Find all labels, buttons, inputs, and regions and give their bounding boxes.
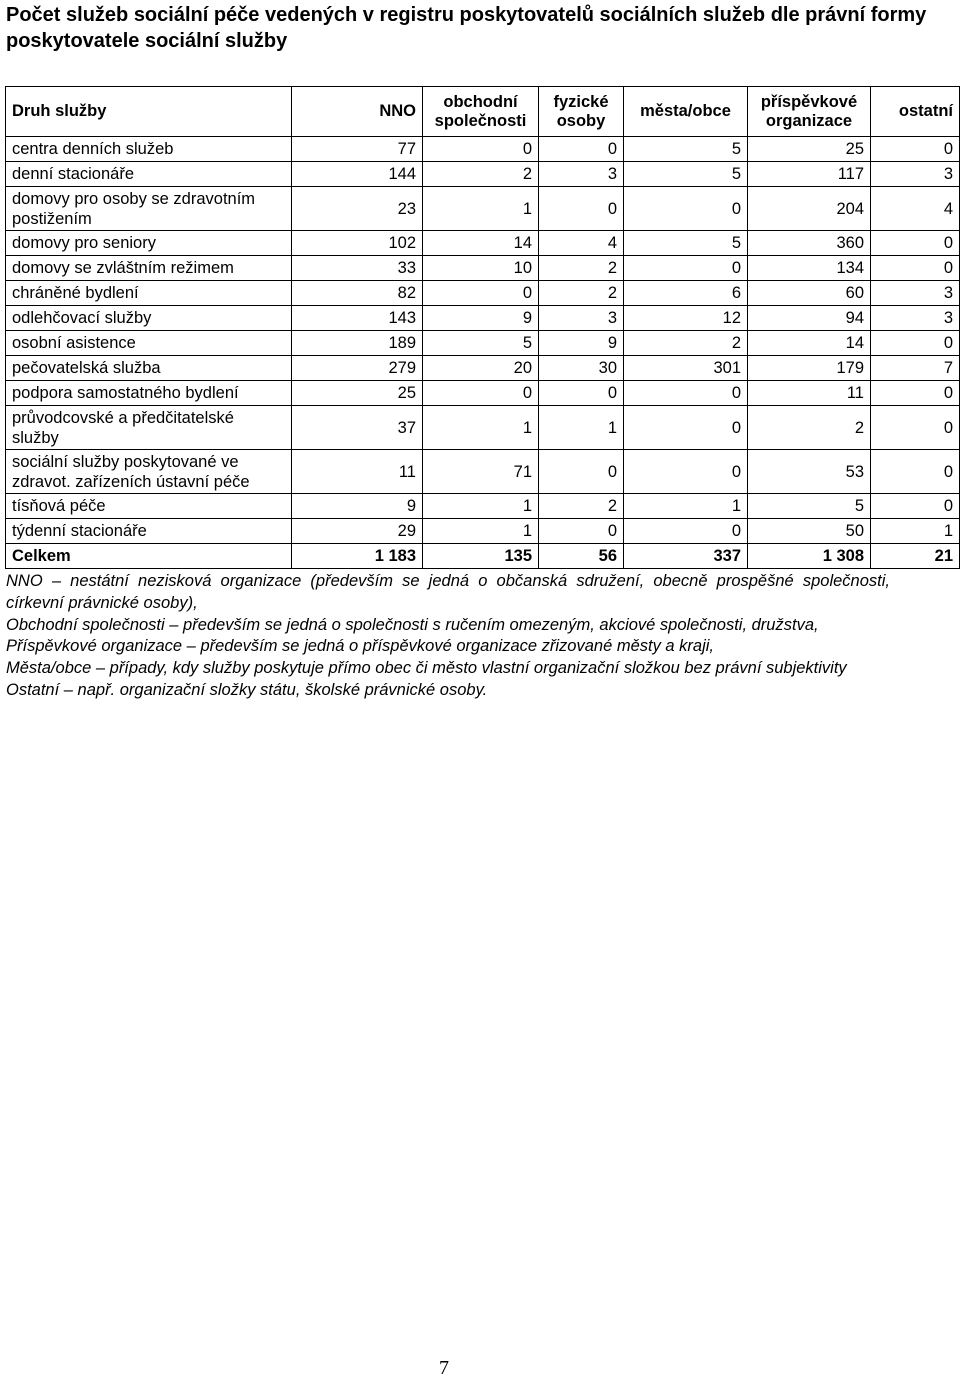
cell-nno: 143: [292, 306, 423, 331]
cell-companies: 71: [423, 450, 539, 494]
cell-nno: 144: [292, 162, 423, 187]
total-contributory-orgs: 1 308: [748, 544, 871, 569]
cell-companies: 1: [423, 519, 539, 544]
cell-natural-persons: 1: [539, 406, 624, 450]
cell-nno: 9: [292, 494, 423, 519]
total-label: Celkem: [6, 544, 292, 569]
footnotes: [6, 571, 890, 702]
cell-other: 7: [871, 356, 960, 381]
cell-contributory-orgs: 94: [748, 306, 871, 331]
row-label: domovy pro osoby se zdravotním postižením: [6, 187, 292, 231]
header-row: [6, 87, 960, 137]
table-row: [6, 231, 960, 256]
cell-natural-persons: 3: [539, 162, 624, 187]
cell-companies: 0: [423, 137, 539, 162]
cell-natural-persons: 0: [539, 519, 624, 544]
cell-nno: 37: [292, 406, 423, 450]
cell-nno: 11: [292, 450, 423, 494]
table-row: [6, 494, 960, 519]
cell-companies: 10: [423, 256, 539, 281]
cell-natural-persons: 2: [539, 281, 624, 306]
cell-nno: 189: [292, 331, 423, 356]
cell-natural-persons: 2: [539, 494, 624, 519]
cell-other: 4: [871, 187, 960, 231]
header-service-type: Druh služby: [6, 87, 292, 137]
row-label: domovy pro seniory: [6, 231, 292, 256]
row-label: chráněné bydlení: [6, 281, 292, 306]
cell-nno: 23: [292, 187, 423, 231]
document-title: Počet služeb sociální péče vedených v registru poskytovatelů sociálních služeb dle právní formy poskytovatele sociální služby: [6, 4, 927, 52]
table-row: [6, 306, 960, 331]
table-header: [6, 87, 960, 137]
cell-natural-persons: 2: [539, 256, 624, 281]
row-label: osobní asistence: [6, 331, 292, 356]
cell-companies: 0: [423, 381, 539, 406]
cell-contributory-orgs: 53: [748, 450, 871, 494]
cell-contributory-orgs: 50: [748, 519, 871, 544]
cell-municipalities: 0: [624, 406, 748, 450]
cell-natural-persons: 4: [539, 231, 624, 256]
cell-companies: 1: [423, 187, 539, 231]
table-row: [6, 519, 960, 544]
cell-other: 3: [871, 306, 960, 331]
table-row: [6, 281, 960, 306]
cell-companies: 9: [423, 306, 539, 331]
table-row: [6, 450, 960, 494]
cell-municipalities: 6: [624, 281, 748, 306]
table-row: [6, 406, 960, 450]
cell-other: 0: [871, 331, 960, 356]
header-contributory-orgs: příspěvkové organizace: [748, 87, 871, 137]
cell-companies: 20: [423, 356, 539, 381]
cell-companies: 5: [423, 331, 539, 356]
cell-contributory-orgs: 117: [748, 162, 871, 187]
cell-natural-persons: 3: [539, 306, 624, 331]
row-label: centra denních služeb: [6, 137, 292, 162]
total-nno: 1 183: [292, 544, 423, 569]
cell-companies: 14: [423, 231, 539, 256]
page-number: 7: [439, 1357, 449, 1379]
cell-other: 0: [871, 381, 960, 406]
cell-municipalities: 0: [624, 519, 748, 544]
note-companies: Obchodní společnosti – především se jedná o společnosti s ručením omezeným, akciové společnosti, družstva,: [6, 615, 819, 634]
cell-companies: 1: [423, 406, 539, 450]
table-row: [6, 381, 960, 406]
row-label: sociální služby poskytované ve zdravot. zařízeních ústavní péče: [6, 450, 292, 494]
table-body: [6, 137, 960, 569]
row-label: pečovatelská služba: [6, 356, 292, 381]
row-label: týdenní stacionáře: [6, 519, 292, 544]
cell-nno: 25: [292, 381, 423, 406]
cell-natural-persons: 0: [539, 381, 624, 406]
table-row: [6, 356, 960, 381]
cell-contributory-orgs: 2: [748, 406, 871, 450]
cell-natural-persons: 30: [539, 356, 624, 381]
cell-municipalities: 301: [624, 356, 748, 381]
row-label: odlehčovací služby: [6, 306, 292, 331]
cell-companies: 1: [423, 494, 539, 519]
cell-municipalities: 5: [624, 137, 748, 162]
cell-nno: 279: [292, 356, 423, 381]
note-municipalities: Města/obce – případy, kdy služby poskytuje přímo obec či město vlastní organizační složkou bez právní subjektivity: [6, 659, 847, 678]
cell-municipalities: 1: [624, 494, 748, 519]
cell-natural-persons: 0: [539, 137, 624, 162]
cell-municipalities: 12: [624, 306, 748, 331]
cell-municipalities: 0: [624, 450, 748, 494]
cell-municipalities: 5: [624, 231, 748, 256]
cell-contributory-orgs: 14: [748, 331, 871, 356]
cell-contributory-orgs: 5: [748, 494, 871, 519]
cell-municipalities: 0: [624, 381, 748, 406]
total-natural-persons: 56: [539, 544, 624, 569]
note-nno: NNO – nestátní nezisková organizace (především se jedná o občanská sdružení, obecně prospěšné společnosti, církevní právnické osoby),: [6, 572, 890, 612]
cell-companies: 0: [423, 281, 539, 306]
cell-other: 3: [871, 281, 960, 306]
cell-other: 0: [871, 450, 960, 494]
cell-companies: 2: [423, 162, 539, 187]
row-label: podpora samostatného bydlení: [6, 381, 292, 406]
table-row: [6, 137, 960, 162]
header-municipalities: města/obce: [624, 87, 748, 137]
header-companies: obchodní společnosti: [423, 87, 539, 137]
cell-other: 0: [871, 256, 960, 281]
cell-nno: 77: [292, 137, 423, 162]
cell-other: 0: [871, 137, 960, 162]
cell-other: 1: [871, 519, 960, 544]
cell-municipalities: 5: [624, 162, 748, 187]
cell-municipalities: 2: [624, 331, 748, 356]
cell-other: 0: [871, 494, 960, 519]
total-row: [6, 544, 960, 569]
table-row: [6, 256, 960, 281]
cell-other: 0: [871, 231, 960, 256]
row-label: průvodcovské a předčitatelské služby: [6, 406, 292, 450]
cell-municipalities: 0: [624, 256, 748, 281]
cell-contributory-orgs: 179: [748, 356, 871, 381]
header-other: ostatní: [871, 87, 960, 137]
cell-other: 3: [871, 162, 960, 187]
table-row: [6, 162, 960, 187]
cell-contributory-orgs: 25: [748, 137, 871, 162]
cell-natural-persons: 9: [539, 331, 624, 356]
row-label: tísňová péče: [6, 494, 292, 519]
cell-nno: 82: [292, 281, 423, 306]
header-natural-persons: fyzické osoby: [539, 87, 624, 137]
services-table: [5, 86, 960, 569]
total-companies: 135: [423, 544, 539, 569]
cell-contributory-orgs: 360: [748, 231, 871, 256]
note-contributory-orgs: Příspěvkové organizace – především se jedná o příspěvkové organizace zřizované městy a kraji,: [6, 637, 715, 656]
cell-natural-persons: 0: [539, 450, 624, 494]
cell-nno: 102: [292, 231, 423, 256]
table-row: [6, 187, 960, 231]
row-label: denní stacionáře: [6, 162, 292, 187]
note-other: Ostatní – např. organizační složky státu, školské právnické osoby.: [6, 680, 488, 699]
header-nno: NNO: [292, 87, 423, 137]
cell-nno: 33: [292, 256, 423, 281]
cell-municipalities: 0: [624, 187, 748, 231]
cell-contributory-orgs: 204: [748, 187, 871, 231]
total-municipalities: 337: [624, 544, 748, 569]
total-other: 21: [871, 544, 960, 569]
row-label: domovy se zvláštním režimem: [6, 256, 292, 281]
cell-natural-persons: 0: [539, 187, 624, 231]
table-row: [6, 331, 960, 356]
cell-contributory-orgs: 134: [748, 256, 871, 281]
cell-nno: 29: [292, 519, 423, 544]
cell-contributory-orgs: 60: [748, 281, 871, 306]
cell-other: 0: [871, 406, 960, 450]
cell-contributory-orgs: 11: [748, 381, 871, 406]
